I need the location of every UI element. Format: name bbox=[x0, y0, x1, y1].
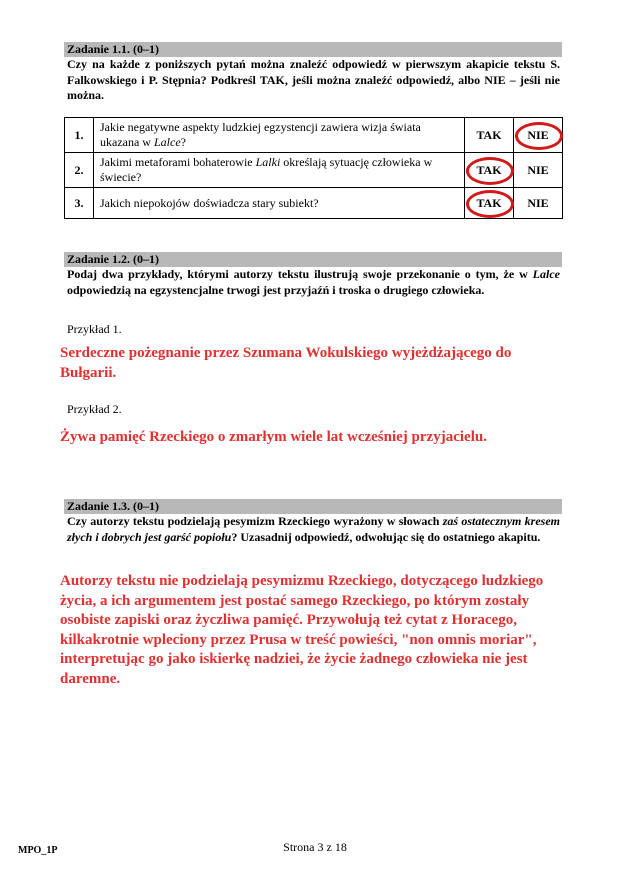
task-1-1-table bbox=[64, 117, 563, 219]
selection-circle bbox=[515, 122, 563, 150]
table-row bbox=[65, 153, 563, 188]
answer-no[interactable]: NIE bbox=[514, 188, 563, 219]
row-number: 3. bbox=[65, 188, 94, 219]
example-1-label: Przykład 1. bbox=[67, 322, 122, 336]
answer-yes[interactable]: TAK bbox=[465, 188, 514, 219]
row-question: Jakimi metaforami bohaterowie Lalki określają sytuację człowieka w świecie? bbox=[94, 153, 465, 188]
row-question: Jakich niepokojów doświadcza stary subiekt? bbox=[94, 188, 465, 219]
selection-circle bbox=[466, 157, 514, 185]
answer-no[interactable]: NIE bbox=[514, 153, 563, 188]
answer-yes[interactable]: TAK bbox=[465, 153, 514, 188]
task-1-3-answer[interactable]: Autorzy tekstu nie podzielają pesymizmu Rzeckiego, dotyczącego ludzkiego życia, a ich argumentem jest postać samego Rzeckiego, po którym zostały osobiste zapiski oraz życzliwa pamięć. Przywołują też cytat z Horacego, kilkakrotnie wpleciony przez Prusa w treść powieści, "non omnis moriar", interpretując go jako iskierkę nadziei, że życie żadnego człowieka nie jest daremne. bbox=[60, 573, 544, 687]
task-1-1-instruction: Czy na każde z poniższych pytań można znaleźć odpowiedź w pierwszym akapicie tekstu S. Falkowskiego i P. Stępnia? Podkreśl TAK, jeśli można znaleźć odpowiedź, albo NIE – jeśli nie można. bbox=[67, 57, 560, 102]
example-1-answer[interactable]: Serdeczne pożegnanie przez Szumana Wokulskiego wyjeżdżającego do Bułgarii. bbox=[60, 345, 512, 381]
example-2-label: Przykład 2. bbox=[67, 402, 122, 416]
exam-code: MPO_1P bbox=[18, 845, 58, 856]
task-1-1-header: Zadanie 1.1. (0–1) bbox=[64, 42, 562, 57]
task-1-2-instruction: Podaj dwa przykłady, którymi autorzy tekstu ilustrują swoje przekonanie o tym, że w Lalce odpowiedzią na egzystencjalne trwogi jest przyjaźń i troska o drugiego człowieka. bbox=[67, 267, 560, 297]
page-number: Strona 3 z 18 bbox=[283, 840, 347, 854]
table-row bbox=[65, 118, 563, 153]
task-1-3-instruction: Czy autorzy tekstu podzielają pesymizm Rzeckiego wyrażony w słowach zaś ostatecznym kresem złych i dobrych jest garść popiołu? Uzasadnij odpowiedź, odwołując się do ostatniego akapitu. bbox=[67, 514, 560, 544]
answer-no[interactable]: NIE bbox=[514, 118, 563, 153]
task-1-2-header: Zadanie 1.2. (0–1) bbox=[64, 252, 562, 267]
example-2-answer[interactable]: Żywa pamięć Rzeckiego o zmarłym wiele lat wcześniej przyjacielu. bbox=[60, 429, 487, 445]
row-number: 1. bbox=[65, 118, 94, 153]
table-row bbox=[65, 188, 563, 219]
answer-yes[interactable]: TAK bbox=[465, 118, 514, 153]
row-number: 2. bbox=[65, 153, 94, 188]
row-question: Jakie negatywne aspekty ludzkiej egzystencji zawiera wizja świata ukazana w Lalce? bbox=[94, 118, 465, 153]
selection-circle bbox=[466, 190, 514, 218]
task-1-3-header: Zadanie 1.3. (0–1) bbox=[64, 499, 562, 514]
